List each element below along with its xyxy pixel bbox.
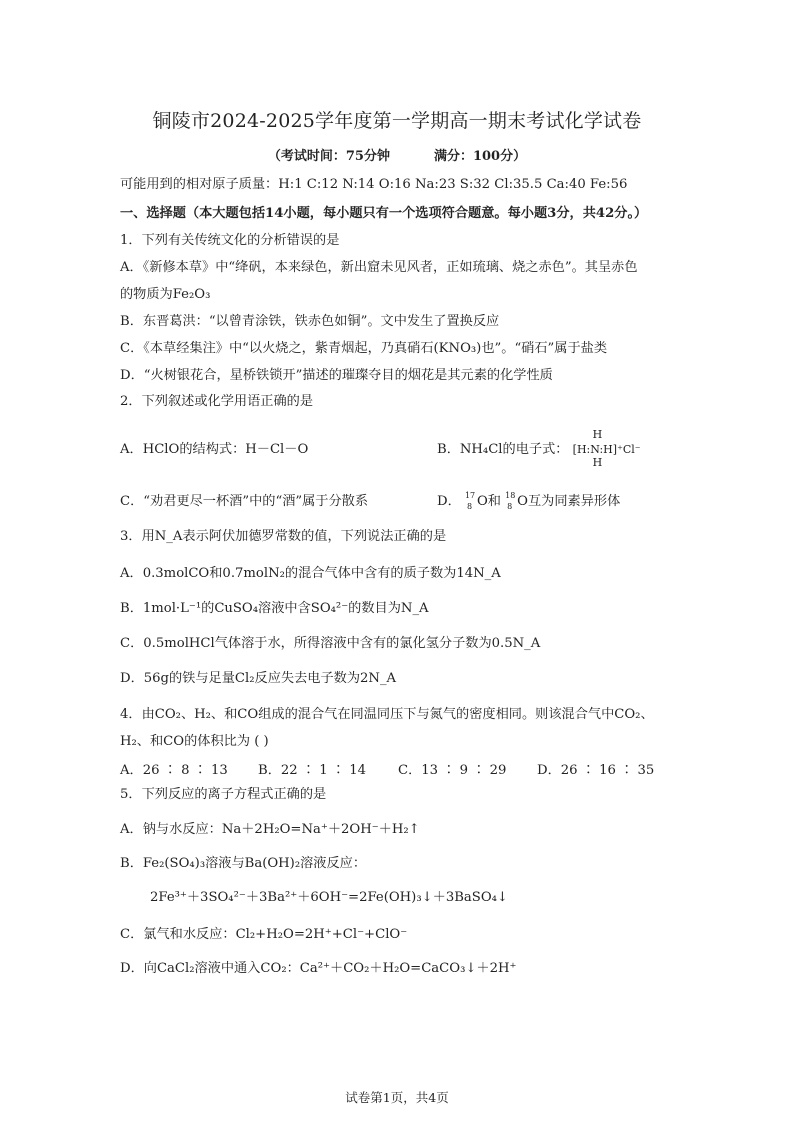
- q2-option-b: [437, 428, 641, 469]
- q5-stem: 5．下列反应的离子方程式正确的是: [120, 787, 327, 802]
- q4-option-b: B．22 ∶ 1 ∶ 14: [258, 763, 366, 778]
- q1-option-a-cont: 的物质为Fe₂O₃: [120, 287, 211, 302]
- electron-formula-bottom-h: H: [592, 456, 603, 469]
- q4-option-d: D．26 ∶ 16 ∶ 35: [537, 763, 655, 778]
- q2-stem: 2．下列叙述或化学用语正确的是: [120, 394, 314, 409]
- q1-option-a: A．《新修本草》中“绛矾，本来绿色，新出窟未见风者，正如琉璃、烧之赤色”。其呈赤色: [120, 260, 638, 275]
- exam-info: [0, 145, 794, 164]
- q2-option-d: [437, 490, 620, 509]
- exam-score: 满分：100分）: [433, 149, 527, 164]
- q3-stem: 3．用N_A表示阿伏加德罗常数的值，下列说法正确的是: [120, 529, 447, 544]
- page-footer: 试卷第1页，共4页: [345, 1090, 449, 1105]
- q4-stem: 4．由CO₂、H₂、和CO组成的混合气在同温同压下与氮气的密度相同。则该混合气中CO₂、: [120, 707, 654, 722]
- q1-option-b: B．东晋葛洪：“以曾青涂铁，铁赤色如铜”。文中发生了置换反应: [120, 314, 500, 329]
- q5-option-b-equation: 2Fe³⁺＋3SO₄²⁻＋3Ba²⁺＋6OH⁻=2Fe(OH)₃↓＋3BaSO₄↓: [150, 890, 508, 905]
- electron-formula-top-h: H: [592, 428, 603, 441]
- isotope-17o: [464, 490, 477, 511]
- q5-option-d: D．向CaCl₂溶液中通入CO₂：Ca²⁺＋CO₂＋H₂O=CaCO₃↓＋2H⁺: [120, 961, 517, 976]
- q1-stem: 1．下列有关传统文化的分析错误的是: [120, 233, 340, 248]
- atomic-masses: 可能用到的相对原子质量：H:1 C:12 N:14 O:16 Na:23 S:32 Cl:35.5 Ca:40 Fe:56: [120, 177, 628, 192]
- q2-option-d-end: O互为同素异形体: [517, 494, 621, 509]
- q2-option-b-label: B．NH₄Cl的电子式：: [437, 442, 569, 457]
- q2-option-d-mid: O和: [476, 494, 501, 509]
- q3-option-c: C．0.5molHCl气体溶于水，所得溶液中含有的氯化氢分子数为0.5N_A: [120, 636, 541, 651]
- q5-option-a: A．钠与水反应：Na＋2H₂O=Na⁺＋2OH⁻＋H₂↑: [120, 822, 420, 837]
- q3-option-b: B．1mol·L⁻¹的CuSO₄溶液中含SO₄²⁻的数目为N_A: [120, 601, 429, 616]
- q3-option-d: D．56g的铁与足量Cl₂反应失去电子数为2N_A: [120, 671, 397, 686]
- isotope-atomic-number: 8: [466, 501, 473, 511]
- q5-option-b: B．Fe₂(SO₄)₃溶液与Ba(OH)₂溶液反应：: [120, 856, 367, 871]
- isotope-18o: [505, 490, 517, 511]
- q4-option-c: C．13 ∶ 9 ∶ 29: [398, 763, 507, 778]
- isotope-atomic-number: 8: [507, 501, 513, 511]
- q3-option-a: A．0.3molCO和0.7molN₂的混合气体中含有的质子数为14N_A: [120, 566, 501, 581]
- q2-option-d-label: D．: [437, 494, 461, 509]
- q5-option-c: C．氯气和水反应：Cl₂+H₂O=2H⁺+Cl⁻+ClO⁻: [120, 927, 408, 942]
- q2-option-c: C．“劝君更尽一杯酒”中的“酒”属于分散系: [120, 494, 369, 509]
- electron-formula: [572, 428, 641, 469]
- section-heading: 一、选择题（本大题包括14小题，每小题只有一个选项符合题意。每小题3分，共42分。）: [120, 206, 648, 221]
- q1-option-c: C．《本草经集注》中“以火烧之，紫青烟起，乃真硝石(KNO₃)也”。“硝石”属于盐类: [120, 341, 608, 356]
- exam-time: （考试时间：75分钟: [267, 149, 390, 164]
- q4-stem-cont: H₂、和CO的体积比为 ( ): [120, 734, 269, 749]
- isotope-mass: 17: [464, 490, 476, 500]
- q4-option-a: A．26 ∶ 8 ∶ 13: [120, 763, 228, 778]
- isotope-mass: 18: [505, 490, 516, 500]
- exam-title: 铜陵市2024-2025学年度第一学期高一期末考试化学试卷: [152, 110, 642, 132]
- q2-option-a: A．HClO的结构式：H－Cl－O: [120, 442, 309, 457]
- q1-option-d: D．“火树银花合，星桥铁锁开”描述的璀璨夺目的烟花是其元素的化学性质: [120, 368, 553, 383]
- electron-formula-main: [H:N:H]⁺Cl⁻: [572, 443, 641, 456]
